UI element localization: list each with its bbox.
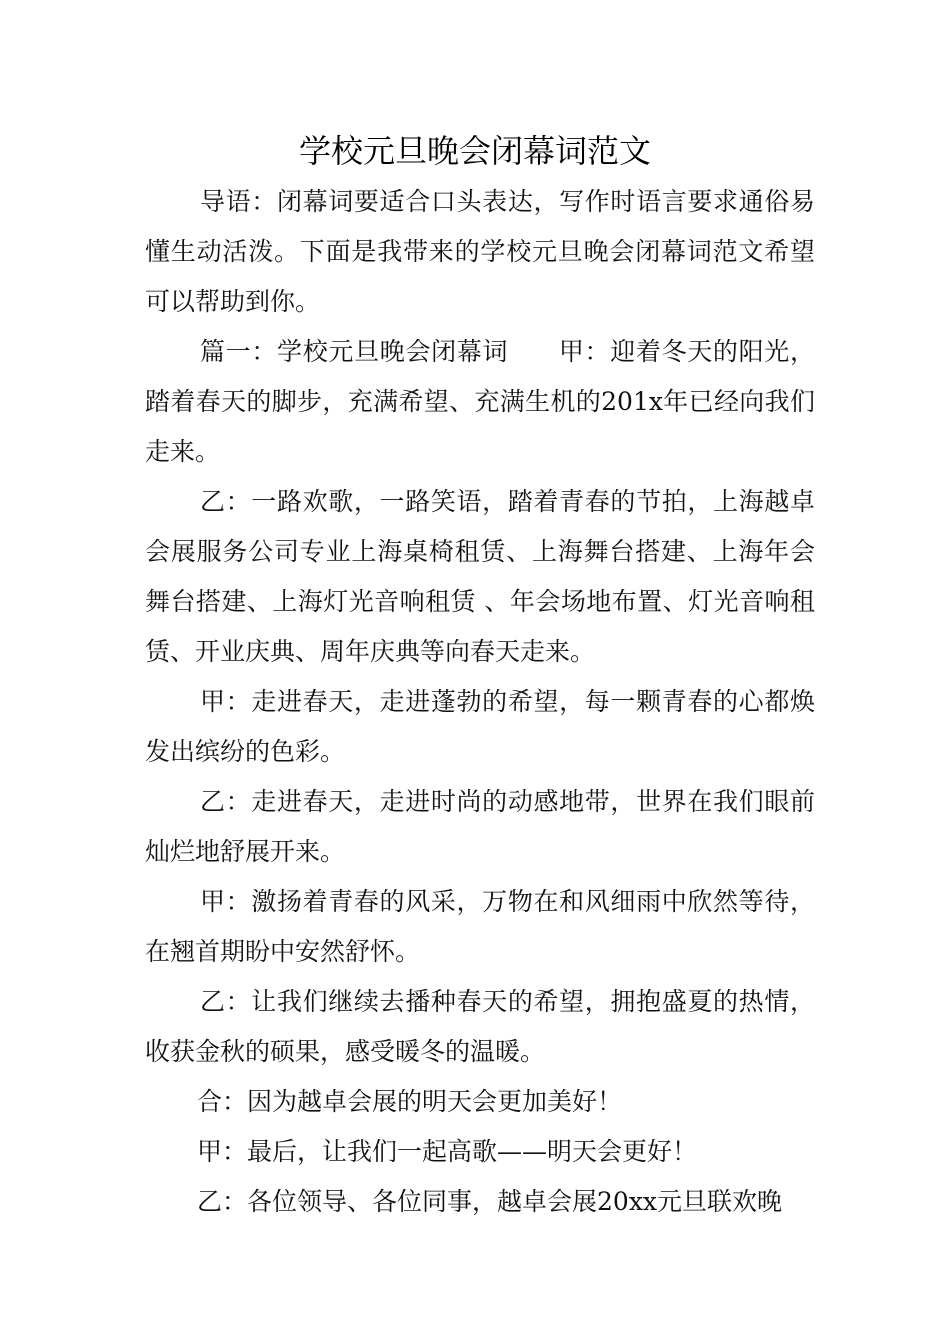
dialogue-line-4: 乙：走进春天，走进时尚的动感地带，世界在我们眼前灿烂地舒展开来。 — [145, 787, 815, 866]
document-title: 学校元旦晚会闭幕词范文 — [298, 132, 651, 170]
dialogue-line-8: 甲：最后，让我们一起高歌——明天会更好！ — [197, 1137, 698, 1166]
dialogue-line-2: 乙：一路欢歌，一路笑语，踏着青春的节拍，上海越卓会展服务公司专业上海桌椅租赁、上海舞台搭建、上海年会舞台搭建、上海灯光音响租赁 、年会场地布置、灯光音响租赁、开业庆典、周年庆典等向春天走来。 — [145, 487, 815, 666]
dialogue-line-6: 乙：让我们继续去播种春天的希望，拥抱盛夏的热情，收获金秋的硕果，感受暖冬的温暖。 — [145, 987, 815, 1066]
dialogue-line-5: 甲：激扬着青春的风采，万物在和风细雨中欣然等待，在翘首期盼中安然舒怀。 — [145, 887, 815, 966]
intro-paragraph: 导语：闭幕词要适合口头表达，写作时语言要求通俗易懂生动活泼。下面是我带来的学校元旦晚会闭幕词范文希望可以帮助到你。 — [145, 187, 815, 316]
section-heading: 篇一：学校元旦晚会闭幕词 — [200, 337, 509, 366]
dialogue-line-3: 甲：走进春天，走进蓬勃的希望，每一颗青春的心都焕发出缤纷的色彩。 — [145, 687, 815, 766]
dialogue-line-7: 合：因为越卓会展的明天会更加美好！ — [197, 1087, 623, 1116]
dialogue-line-1: 甲：迎着冬天的阳光，踏着春天的脚步，充满希望、充满生机的201x年已经向我们走来。 — [145, 337, 815, 466]
document-body — [145, 177, 815, 1227]
section-paragraph — [145, 327, 815, 477]
dialogue-line-9: 乙：各位领导、各位同事，越卓会展20xx元旦联欢晚 — [197, 1187, 783, 1216]
